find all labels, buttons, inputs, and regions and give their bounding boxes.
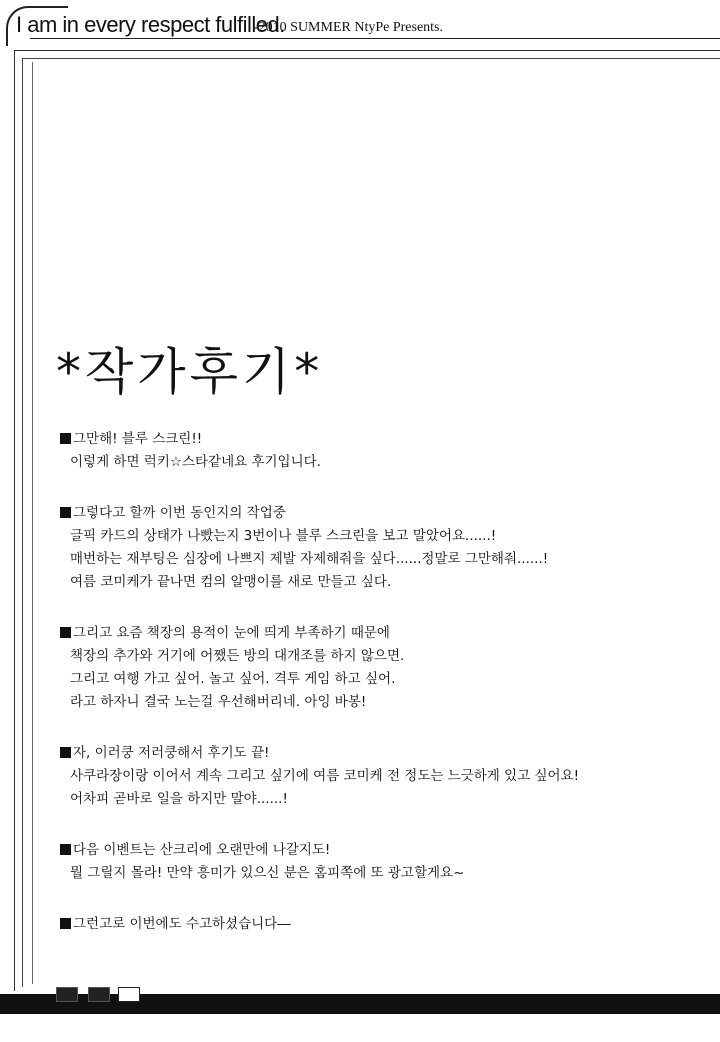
section-line — [60, 839, 700, 862]
section-heading-text: 그런고로 이번에도 수고하셨습니다― — [73, 916, 291, 932]
afterword-section — [60, 913, 700, 936]
afterword-section — [60, 622, 700, 714]
header-title: I am in every respect fulfilled. — [16, 12, 285, 37]
afterword-section — [60, 502, 700, 594]
section-line — [60, 502, 700, 525]
section-line — [60, 913, 700, 936]
section-line: 이렇게 하면 럭키☆스타같네요 후기입니다. — [70, 454, 321, 470]
bullet-square-icon — [60, 507, 71, 518]
footer-marker — [56, 987, 78, 1002]
afterword-section — [60, 839, 700, 885]
afterword-heading: *작가후기* — [56, 343, 324, 401]
section-line: 뭘 그릴지 몰라! 만약 흥미가 있으신 분은 홈피쪽에 또 광고할게요~ — [70, 865, 465, 881]
section-line — [60, 742, 700, 765]
section-heading-text: 그리고 요즘 책장의 용적이 눈에 띄게 부족하기 때문에 — [73, 625, 390, 641]
section-line: 여름 코미케가 끝나면 컴의 알맹이를 새로 만들고 싶다. — [70, 574, 392, 590]
afterword-section — [60, 742, 700, 811]
bullet-square-icon — [60, 747, 71, 758]
section-line: 책장의 추가와 거기에 어쨌든 방의 대개조를 하지 않으면. — [70, 648, 405, 664]
section-line: 그리고 여행 가고 싶어. 놀고 싶어. 격투 게임 하고 싶어. — [70, 671, 396, 687]
section-heading-text: 자, 이러쿵 저러쿵해서 후기도 끝! — [73, 745, 270, 761]
section-line: 어차피 곧바로 일을 하지만 말야......! — [70, 791, 288, 807]
section-heading-text: 그만해! 블루 스크린!! — [73, 431, 203, 447]
header-credit: -2010 SUMMER NtyPe Presents. — [254, 20, 444, 35]
afterword-section — [60, 428, 700, 474]
bullet-square-icon — [60, 433, 71, 444]
section-line: 글픽 카드의 상태가 나빴는지 3번이나 블루 스크린을 보고 말았어요......! — [70, 528, 497, 544]
section-heading-text: 그렇다고 할까 이번 동인지의 작업중 — [73, 505, 286, 521]
section-line — [60, 428, 700, 451]
section-line — [60, 622, 700, 645]
page-frame-line — [32, 62, 33, 984]
section-line: 라고 하자니 결국 노는걸 우선해버리네. 아잉 바봉! — [70, 694, 367, 710]
bullet-square-icon — [60, 627, 71, 638]
section-line: 사쿠라장이랑 이어서 계속 그리고 싶기에 여름 코미케 전 정도는 느긋하게 있고 싶어요! — [70, 768, 580, 784]
footer-strip — [0, 1014, 720, 1042]
bullet-square-icon — [60, 918, 71, 929]
section-heading-text: 다음 이벤트는 산크리에 오랜만에 나갈지도! — [73, 842, 331, 858]
afterword-body — [60, 428, 700, 964]
footer-marker — [118, 987, 140, 1002]
footer-marker — [88, 987, 110, 1002]
header-rule — [30, 38, 720, 39]
bullet-square-icon — [60, 844, 71, 855]
page-header — [0, 0, 720, 44]
section-line: 매번하는 재부팅은 심장에 나쁘지 제발 자제해줘을 싶다......정말로 그만해줘......! — [70, 551, 549, 567]
